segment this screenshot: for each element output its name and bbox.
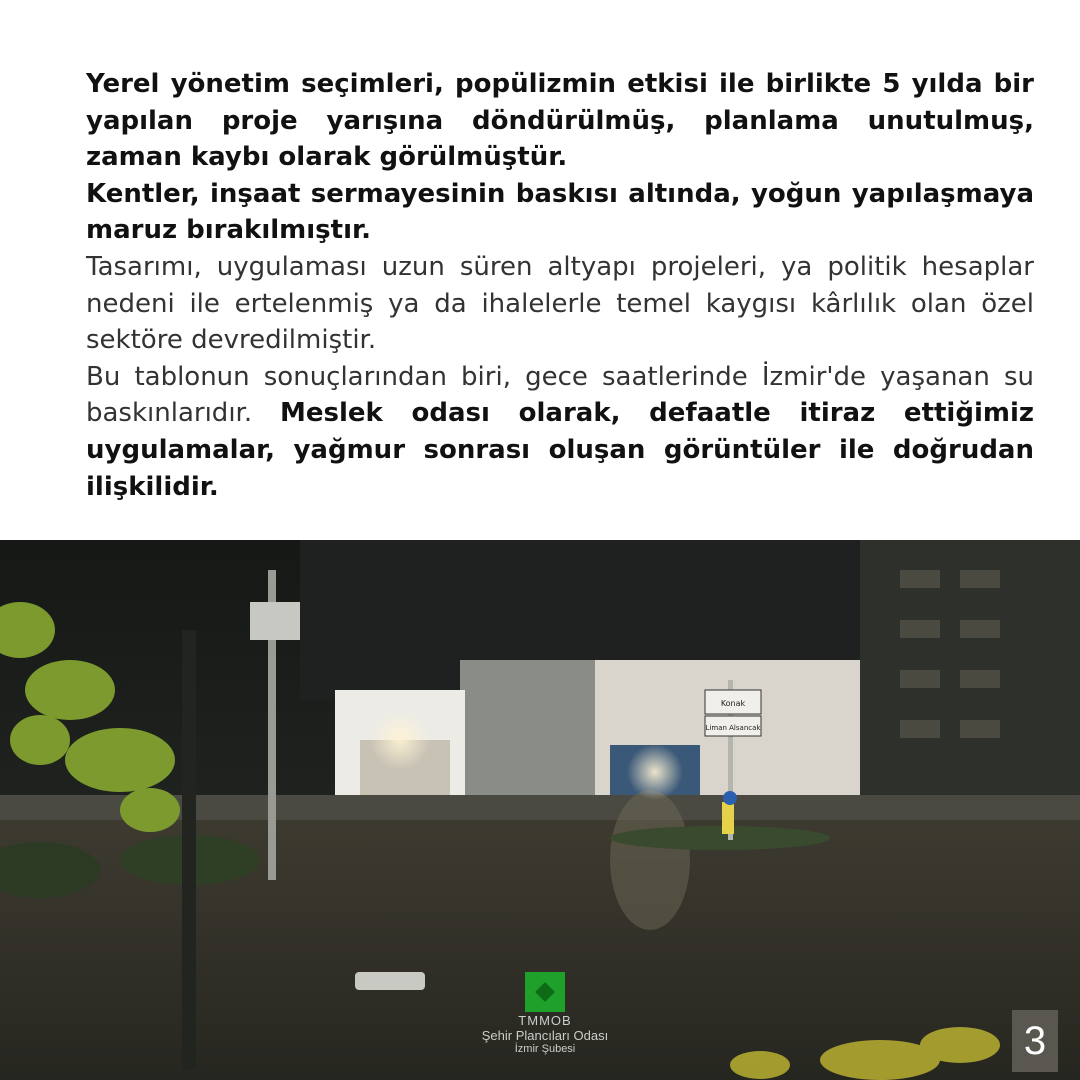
lobby-light-glow	[370, 710, 430, 770]
building-corner-glass	[460, 660, 595, 810]
paragraph-4-intro: Bu tablonun sonuçlarından biri, gece saatlerinde İzmir'de yaşanan su baskınlarıdır.	[86, 361, 1034, 429]
paragraph-2: Kentler, inşaat sermayesinin baskısı altında, yoğun yapılaşmaya maruz bırakılmıştır.	[86, 178, 1034, 246]
paragraph-4	[86, 359, 1034, 505]
direction-sign-top-text: Konak	[720, 699, 746, 708]
logo-org-line3: İzmir Şubesi	[514, 1043, 576, 1055]
page-number: 3	[1012, 1010, 1058, 1072]
paragraph-1: Yerel yönetim seçimleri, popülizmin etkisi ile birlikte 5 yılda bir yapılan proje yarışına döndürülmüş, planlama unutulmuş, zaman kaybı olarak görülmüştür.	[86, 69, 1034, 173]
body-text	[86, 66, 1034, 505]
median-shrubs	[610, 826, 830, 850]
organization-logo	[470, 972, 620, 1056]
street-light-glow	[627, 744, 683, 800]
submerged-object	[355, 972, 425, 990]
water-reflection	[610, 790, 690, 930]
logo-diamond	[535, 982, 555, 1002]
direction-sign-bottom-text: Liman Alsancak	[705, 724, 761, 732]
keep-right-sign	[723, 791, 737, 805]
logo-mark	[525, 972, 565, 1012]
bollard	[722, 802, 734, 834]
tree-trunk-pole	[182, 630, 196, 1070]
logo-org-line1: TMMOB	[518, 1013, 572, 1028]
lamp-head	[250, 602, 300, 640]
paragraph-3: Tasarımı, uygulaması uzun süren altyapı projeleri, ya politik hesaplar nedeni ile ertelenmiş ya da ihalelerle temel kaygısı kârlılık olan özel sektöre devredilmiştir.	[86, 251, 1034, 356]
paragraph-4-emphasis: Meslek odası olarak, defaatle itiraz ettiğimiz uygulamalar, yağmur sonrası oluşan görüntüler ile doğrudan ilişkilidir.	[86, 398, 1034, 502]
logo-org-line2: Şehir Plancıları Odası	[481, 1028, 609, 1043]
